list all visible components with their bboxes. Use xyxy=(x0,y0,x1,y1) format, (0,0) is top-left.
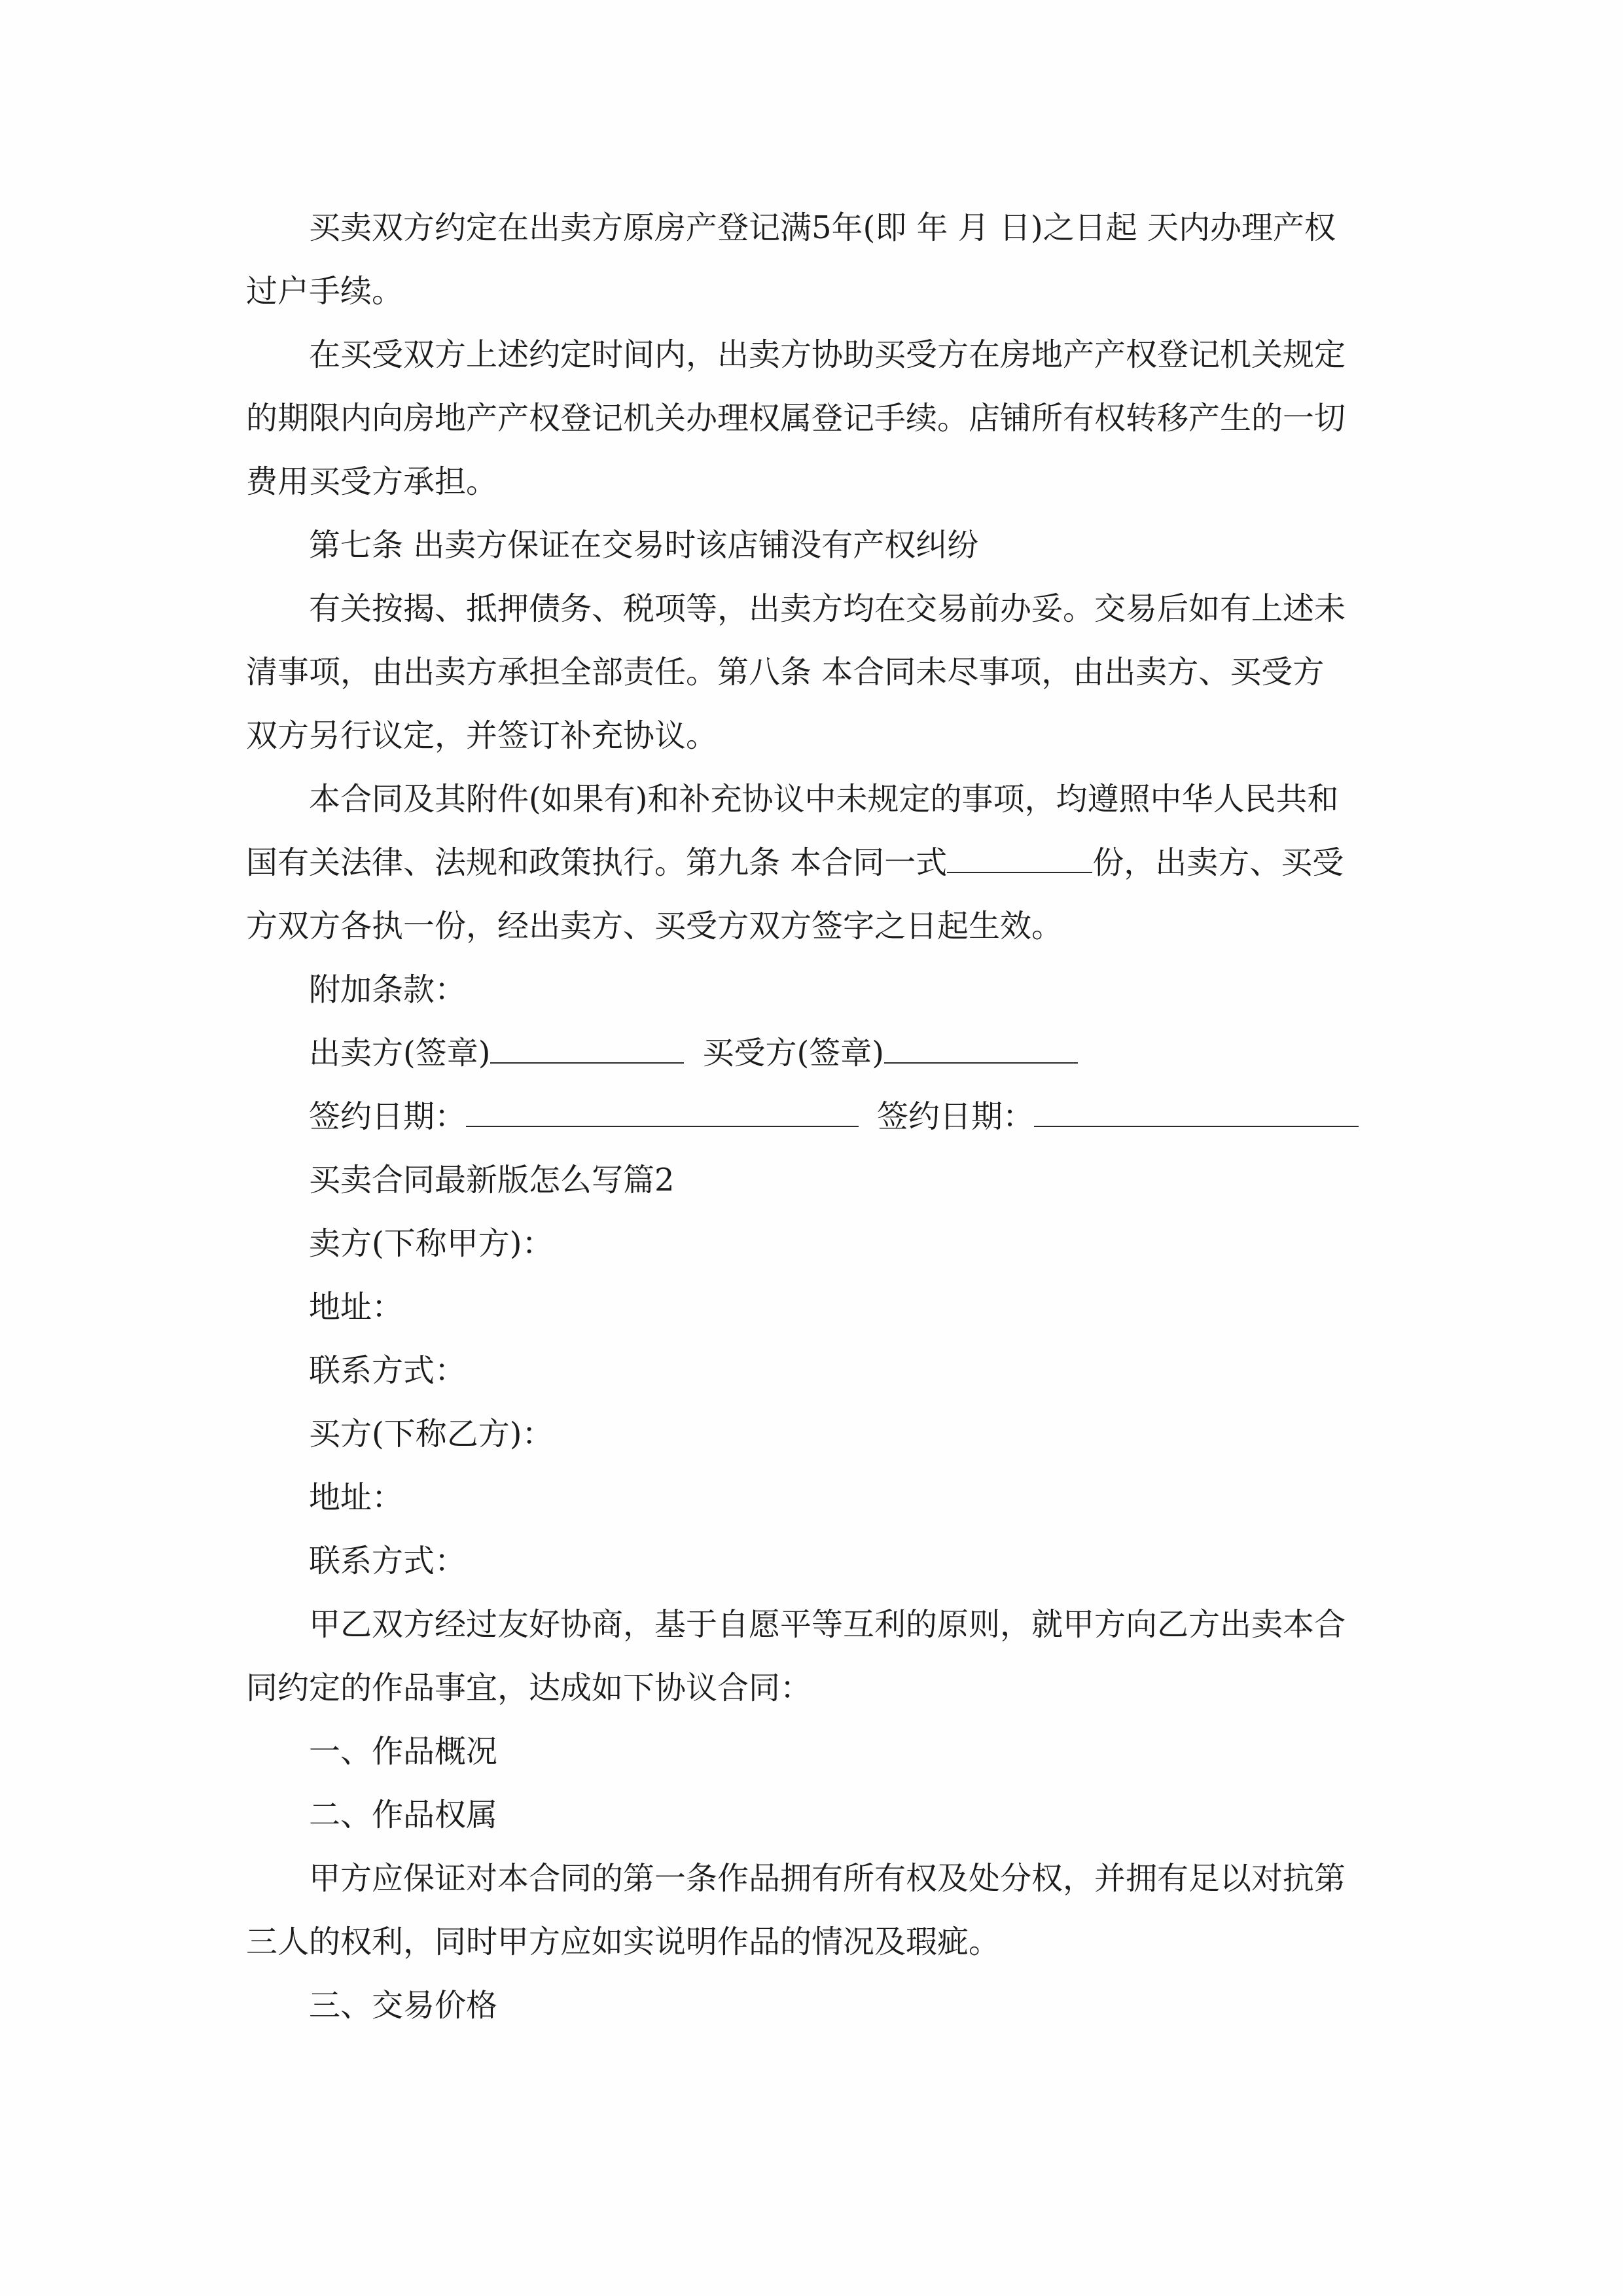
text-line: 双方另行议定，并签订补充协议。 xyxy=(246,717,718,754)
sign-date-label-2: 签约日期： xyxy=(877,1098,1035,1135)
agreement-intro xyxy=(246,1593,1377,1720)
paragraph-debts-settlement xyxy=(246,577,1377,768)
text-line: 在买受双方上述约定时间内，出卖方协助买受方在房地产产权登记机关规定 xyxy=(309,336,1346,373)
text-line: 甲乙双方经过友好协商，基于自愿平等互利的原则，就甲方向乙方出卖本合 xyxy=(309,1606,1346,1643)
seller-address: 地址： xyxy=(309,1289,404,1325)
paragraph-transfer-deadline xyxy=(246,196,1377,323)
seller-party: 卖方(下称甲方)： xyxy=(309,1225,554,1262)
paragraph-governing-law xyxy=(246,768,1377,958)
sign-date-label-1: 签约日期： xyxy=(309,1098,467,1135)
section-title: 买卖合同最新版怎么写篇2 xyxy=(309,1162,675,1198)
sign-date-blank-1 xyxy=(466,1086,859,1127)
paragraph-registration-assist xyxy=(246,323,1377,514)
seller-sign-blank xyxy=(490,1023,684,1064)
copies-text-before: 国有关法律、法规和政策执行。第九条 本合同一式 xyxy=(246,844,948,881)
buyer-sign-blank xyxy=(884,1023,1078,1064)
copies-count-blank xyxy=(947,833,1092,873)
text-line: 的期限内向房地产产权登记机关办理权属登记手续。店铺所有权转移产生的一切 xyxy=(246,400,1346,437)
text-line: 方双方各执一份，经出卖方、买受方双方签字之日起生效。 xyxy=(246,908,1063,944)
text-line: 清事项，由出卖方承担全部责任。第八条 本合同未尽事项，由出卖方、买受方 xyxy=(246,654,1325,691)
item-three-heading: 三、交易价格 xyxy=(309,1987,498,2024)
text-line: 买卖双方约定在出卖方原房产登记满5年(即 年 月 日)之日起 天内办理产权 xyxy=(309,209,1336,246)
buyer-sign-label: 买受方(签章) xyxy=(702,1035,884,1071)
buyer-address: 地址： xyxy=(309,1479,404,1516)
additional-terms-label: 附加条款： xyxy=(309,971,467,1008)
signature-line xyxy=(246,1022,1377,1085)
text-line: 第七条 出卖方保证在交易时该店铺没有产权纠纷 xyxy=(309,527,979,564)
seller-sign-label: 出卖方(签章) xyxy=(309,1035,491,1071)
sign-date-blank-2 xyxy=(1034,1086,1359,1127)
text-line: 有关按揭、抵押债务、税项等，出卖方均在交易前办妥。交易后如有上述未 xyxy=(309,590,1346,627)
item-one-heading: 一、作品概况 xyxy=(309,1733,498,1770)
article-seven-heading xyxy=(246,514,1377,577)
seller-contact: 联系方式： xyxy=(309,1352,467,1389)
buyer-contact: 联系方式： xyxy=(309,1543,467,1579)
item-two-heading: 二、作品权属 xyxy=(309,1797,498,1833)
copies-text-after: 份，出卖方、买受 xyxy=(1092,844,1344,881)
document-body xyxy=(246,196,1377,2037)
text-line: 过户手续。 xyxy=(246,273,404,310)
text-line: 同约定的作品事宜，达成如下协议合同： xyxy=(246,1670,812,1706)
buyer-party: 买方(下称乙方)： xyxy=(309,1416,554,1452)
text-line: 甲方应保证对本合同的第一条作品拥有所有权及处分权，并拥有足以对抗第 xyxy=(309,1860,1346,1897)
copies-line xyxy=(183,831,1377,895)
sign-date-line xyxy=(246,1085,1377,1149)
text-line: 费用买受方承担。 xyxy=(246,463,498,500)
text-line: 本合同及其附件(如果有)和补充协议中未规定的事项，均遵照中华人民共和 xyxy=(309,781,1339,817)
ownership-paragraph xyxy=(246,1847,1377,1974)
text-line: 三人的权利，同时甲方应如实说明作品的情况及瑕疵。 xyxy=(246,1924,1001,1960)
